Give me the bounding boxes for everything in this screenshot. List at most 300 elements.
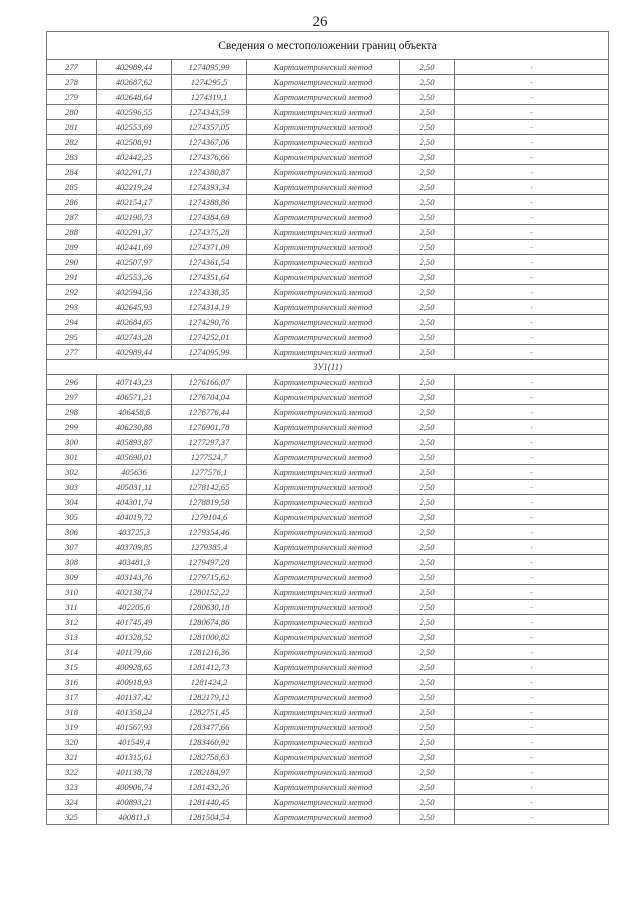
cell-coord-x: 404301,74 [97,495,172,510]
cell-point-number: 307 [47,540,97,555]
cell-coord-x: 402648,64 [97,90,172,105]
table-row [47,60,609,75]
cell-coord-y: 1277576,1 [172,465,247,480]
cell-accuracy: 2,50 [400,720,455,735]
cell-coord-x: 402645,93 [97,300,172,315]
cell-description: - [455,750,609,765]
cell-point-number: 280 [47,105,97,120]
cell-method: Картометрический метод [247,105,400,120]
cell-point-number: 291 [47,270,97,285]
cell-accuracy: 2,50 [400,135,455,150]
table-row [47,285,609,300]
cell-point-number: 315 [47,660,97,675]
cell-description: - [455,420,609,435]
table-row [47,525,609,540]
cell-accuracy: 2,50 [400,735,455,750]
cell-accuracy: 2,50 [400,300,455,315]
cell-point-number: 318 [47,705,97,720]
cell-description: - [455,90,609,105]
cell-point-number: 324 [47,795,97,810]
table-row [47,75,609,90]
cell-accuracy: 2,50 [400,225,455,240]
cell-method: Картометрический метод [247,315,400,330]
cell-coord-y: 1279104,6 [172,510,247,525]
table-row [47,780,609,795]
cell-accuracy: 2,50 [400,570,455,585]
cell-accuracy: 2,50 [400,315,455,330]
cell-coord-x: 401179,66 [97,645,172,660]
table-row [47,330,609,345]
cell-method: Картометрический метод [247,480,400,495]
cell-description: - [455,60,609,75]
table-row [47,270,609,285]
cell-point-number: 312 [47,615,97,630]
table-row [47,570,609,585]
table-row [47,495,609,510]
cell-coord-x: 402594,56 [97,285,172,300]
cell-coord-x: 401138,78 [97,765,172,780]
boundary-coordinates-table [46,31,609,825]
cell-description: - [455,600,609,615]
cell-coord-y: 1281432,26 [172,780,247,795]
cell-accuracy: 2,50 [400,480,455,495]
cell-method: Картометрический метод [247,270,400,285]
cell-description: - [455,615,609,630]
cell-point-number: 300 [47,435,97,450]
cell-coord-x: 400906,74 [97,780,172,795]
cell-coord-x: 402596,55 [97,105,172,120]
cell-coord-x: 402687,62 [97,75,172,90]
cell-description: - [455,435,609,450]
table-row [47,690,609,705]
cell-method: Картометрический метод [247,690,400,705]
table-row [47,645,609,660]
cell-coord-y: 1281440,45 [172,795,247,810]
cell-description: - [455,105,609,120]
cell-method: Картометрический метод [247,630,400,645]
cell-coord-x: 401745,49 [97,615,172,630]
cell-coord-y: 1279385,4 [172,540,247,555]
cell-accuracy: 2,50 [400,345,455,360]
cell-point-number: 305 [47,510,97,525]
cell-coord-x: 400918,93 [97,675,172,690]
cell-accuracy: 2,50 [400,555,455,570]
cell-description: - [455,255,609,270]
cell-coord-y: 1274393,34 [172,180,247,195]
table-row [47,480,609,495]
cell-coord-x: 406458,6 [97,405,172,420]
table-row [47,210,609,225]
cell-description: - [455,405,609,420]
cell-method: Картометрический метод [247,555,400,570]
cell-coord-x: 403709,85 [97,540,172,555]
cell-coord-x: 404019,72 [97,510,172,525]
cell-coord-y: 1280674,86 [172,615,247,630]
cell-accuracy: 2,50 [400,660,455,675]
cell-description: - [455,720,609,735]
cell-coord-y: 1281424,2 [172,675,247,690]
cell-coord-x: 402441,69 [97,240,172,255]
cell-accuracy: 2,50 [400,495,455,510]
cell-point-number: 316 [47,675,97,690]
cell-coord-x: 403481,3 [97,555,172,570]
cell-accuracy: 2,50 [400,390,455,405]
cell-coord-y: 1282758,63 [172,750,247,765]
cell-point-number: 292 [47,285,97,300]
table-row [47,540,609,555]
cell-point-number: 310 [47,585,97,600]
table-row [47,300,609,315]
cell-method: Картометрический метод [247,765,400,780]
cell-point-number: 282 [47,135,97,150]
boundary-table-wrapper [46,31,608,825]
cell-point-number: 289 [47,240,97,255]
cell-coord-x: 402508,91 [97,135,172,150]
table-row [47,405,609,420]
cell-coord-x: 405893,87 [97,435,172,450]
cell-coord-x: 401567,93 [97,720,172,735]
table-row [47,465,609,480]
cell-coord-y: 1279715,62 [172,570,247,585]
cell-point-number: 308 [47,555,97,570]
table-title-row [47,32,609,60]
cell-accuracy: 2,50 [400,420,455,435]
cell-method: Картометрический метод [247,780,400,795]
table-row [47,750,609,765]
cell-point-number: 283 [47,150,97,165]
cell-coord-y: 1281000,82 [172,630,247,645]
cell-method: Картометрический метод [247,525,400,540]
table-row [47,720,609,735]
cell-method: Картометрический метод [247,255,400,270]
cell-method: Картометрический метод [247,720,400,735]
cell-description: - [455,465,609,480]
cell-coord-x: 406230,88 [97,420,172,435]
cell-coord-x: 402989,44 [97,345,172,360]
cell-description: - [455,570,609,585]
table-row [47,600,609,615]
cell-method: Картометрический метод [247,645,400,660]
cell-accuracy: 2,50 [400,630,455,645]
table-row [47,435,609,450]
table-title: Сведения о местоположении границ объекта [47,32,609,60]
cell-description: - [455,480,609,495]
cell-coord-x: 407143,23 [97,375,172,390]
cell-method: Картометрический метод [247,675,400,690]
cell-accuracy: 2,50 [400,585,455,600]
cell-description: - [455,120,609,135]
cell-method: Картометрический метод [247,435,400,450]
cell-description: - [455,390,609,405]
cell-accuracy: 2,50 [400,615,455,630]
cell-coord-x: 405031,11 [97,480,172,495]
cell-coord-y: 1274351,64 [172,270,247,285]
table-row [47,195,609,210]
cell-coord-x: 400928,65 [97,660,172,675]
cell-point-number: 279 [47,90,97,105]
cell-method: Картометрический метод [247,90,400,105]
cell-method: Картометрический метод [247,120,400,135]
cell-coord-x: 401358,24 [97,705,172,720]
cell-point-number: 313 [47,630,97,645]
cell-coord-y: 1283477,66 [172,720,247,735]
cell-method: Картометрический метод [247,75,400,90]
cell-point-number: 306 [47,525,97,540]
cell-point-number: 284 [47,165,97,180]
table-row [47,660,609,675]
table-row [47,105,609,120]
cell-description: - [455,285,609,300]
table-row [47,450,609,465]
cell-description: - [455,510,609,525]
cell-coord-x: 402989,44 [97,60,172,75]
cell-method: Картометрический метод [247,585,400,600]
table-row [47,150,609,165]
cell-coord-x: 403725,3 [97,525,172,540]
cell-description: - [455,225,609,240]
cell-point-number: 321 [47,750,97,765]
table-row [47,630,609,645]
cell-description: - [455,210,609,225]
cell-description: - [455,75,609,90]
cell-method: Картометрический метод [247,420,400,435]
table-row [47,180,609,195]
cell-description: - [455,540,609,555]
cell-coord-y: 1281412,73 [172,660,247,675]
cell-accuracy: 2,50 [400,525,455,540]
table-row [47,375,609,390]
table-row [47,90,609,105]
cell-coord-y: 1278142,65 [172,480,247,495]
cell-description: - [455,630,609,645]
cell-coord-y: 1274375,28 [172,225,247,240]
cell-description: - [455,675,609,690]
table-row [47,585,609,600]
cell-coord-y: 1281504,54 [172,810,247,825]
cell-description: - [455,150,609,165]
cell-description: - [455,525,609,540]
table-row [47,390,609,405]
cell-accuracy: 2,50 [400,180,455,195]
cell-description: - [455,165,609,180]
cell-accuracy: 2,50 [400,150,455,165]
cell-description: - [455,585,609,600]
cell-coord-y: 1276901,78 [172,420,247,435]
cell-point-number: 277 [47,60,97,75]
cell-accuracy: 2,50 [400,510,455,525]
cell-accuracy: 2,50 [400,675,455,690]
cell-coord-x: 401549,4 [97,735,172,750]
group-label: ЗУ1(11) [47,360,609,375]
cell-point-number: 314 [47,645,97,660]
cell-point-number: 287 [47,210,97,225]
cell-coord-x: 402291,71 [97,165,172,180]
cell-coord-x: 400893,21 [97,795,172,810]
cell-method: Картометрический метод [247,135,400,150]
cell-description: - [455,180,609,195]
cell-method: Картометрический метод [247,570,400,585]
cell-accuracy: 2,50 [400,600,455,615]
cell-method: Картометрический метод [247,540,400,555]
table-row [47,120,609,135]
cell-description: - [455,345,609,360]
cell-point-number: 303 [47,480,97,495]
cell-coord-y: 1282179,12 [172,690,247,705]
cell-accuracy: 2,50 [400,690,455,705]
cell-coord-x: 402684,65 [97,315,172,330]
cell-point-number: 294 [47,315,97,330]
cell-description: - [455,450,609,465]
cell-method: Картометрический метод [247,240,400,255]
cell-method: Картометрический метод [247,405,400,420]
cell-point-number: 290 [47,255,97,270]
cell-accuracy: 2,50 [400,270,455,285]
cell-method: Картометрический метод [247,510,400,525]
cell-coord-x: 402553,69 [97,120,172,135]
cell-point-number: 311 [47,600,97,615]
cell-point-number: 319 [47,720,97,735]
cell-method: Картометрический метод [247,600,400,615]
cell-point-number: 304 [47,495,97,510]
cell-accuracy: 2,50 [400,375,455,390]
cell-method: Картометрический метод [247,225,400,240]
table-row [47,255,609,270]
page-number: 26 [312,14,328,30]
cell-coord-y: 1276704,04 [172,390,247,405]
cell-coord-y: 1276776,44 [172,405,247,420]
cell-method: Картометрический метод [247,345,400,360]
cell-accuracy: 2,50 [400,435,455,450]
cell-coord-x: 401328,52 [97,630,172,645]
cell-description: - [455,645,609,660]
cell-coord-x: 402442,25 [97,150,172,165]
cell-coord-y: 1274095,99 [172,60,247,75]
cell-coord-y: 1280630,18 [172,600,247,615]
cell-accuracy: 2,50 [400,405,455,420]
cell-coord-y: 1278819,58 [172,495,247,510]
cell-accuracy: 2,50 [400,750,455,765]
cell-description: - [455,795,609,810]
cell-method: Картометрический метод [247,795,400,810]
cell-accuracy: 2,50 [400,210,455,225]
table-row [47,510,609,525]
cell-accuracy: 2,50 [400,120,455,135]
cell-method: Картометрический метод [247,750,400,765]
cell-coord-x: 400811,3 [97,810,172,825]
cell-coord-y: 1274357,05 [172,120,247,135]
table-row [47,345,609,360]
cell-point-number: 281 [47,120,97,135]
cell-accuracy: 2,50 [400,450,455,465]
cell-coord-x: 401315,61 [97,750,172,765]
cell-accuracy: 2,50 [400,540,455,555]
table-row [47,675,609,690]
cell-point-number: 325 [47,810,97,825]
cell-description: - [455,195,609,210]
cell-coord-x: 405690,01 [97,450,172,465]
cell-description: - [455,660,609,675]
cell-coord-y: 1274319,1 [172,90,247,105]
cell-coord-y: 1279354,46 [172,525,247,540]
cell-method: Картометрический метод [247,735,400,750]
cell-method: Картометрический метод [247,165,400,180]
cell-method: Картометрический метод [247,660,400,675]
cell-accuracy: 2,50 [400,765,455,780]
table-row [47,135,609,150]
cell-coord-x: 403143,76 [97,570,172,585]
cell-description: - [455,735,609,750]
cell-description: - [455,270,609,285]
cell-description: - [455,375,609,390]
cell-point-number: 293 [47,300,97,315]
table-row [47,765,609,780]
cell-point-number: 309 [47,570,97,585]
cell-accuracy: 2,50 [400,810,455,825]
cell-point-number: 286 [47,195,97,210]
cell-point-number: 302 [47,465,97,480]
cell-coord-y: 1274338,35 [172,285,247,300]
cell-description: - [455,240,609,255]
cell-coord-x: 402190,73 [97,210,172,225]
cell-method: Картометрический метод [247,300,400,315]
cell-coord-x: 405636 [97,465,172,480]
cell-method: Картометрический метод [247,330,400,345]
cell-point-number: 298 [47,405,97,420]
table-row [47,165,609,180]
cell-description: - [455,135,609,150]
cell-method: Картометрический метод [247,285,400,300]
cell-coord-y: 1274290,76 [172,315,247,330]
cell-coord-y: 1274388,86 [172,195,247,210]
cell-method: Картометрический метод [247,705,400,720]
cell-accuracy: 2,50 [400,285,455,300]
cell-accuracy: 2,50 [400,255,455,270]
cell-coord-y: 1279497,28 [172,555,247,570]
cell-point-number: 285 [47,180,97,195]
cell-coord-x: 401137,42 [97,690,172,705]
cell-coord-y: 1274367,06 [172,135,247,150]
cell-accuracy: 2,50 [400,105,455,120]
cell-coord-y: 1274295,5 [172,75,247,90]
cell-coord-y: 1282751,45 [172,705,247,720]
cell-description: - [455,705,609,720]
cell-accuracy: 2,50 [400,90,455,105]
cell-description: - [455,315,609,330]
cell-coord-x: 402154,17 [97,195,172,210]
cell-description: - [455,495,609,510]
cell-coord-y: 1277297,37 [172,435,247,450]
cell-point-number: 288 [47,225,97,240]
cell-method: Картометрический метод [247,150,400,165]
cell-accuracy: 2,50 [400,645,455,660]
cell-coord-y: 1276166,07 [172,375,247,390]
cell-method: Картометрический метод [247,375,400,390]
cell-coord-x: 402205,6 [97,600,172,615]
cell-coord-y: 1277524,7 [172,450,247,465]
cell-coord-x: 402507,97 [97,255,172,270]
table-row [47,795,609,810]
cell-coord-y: 1274252,01 [172,330,247,345]
cell-accuracy: 2,50 [400,330,455,345]
cell-description: - [455,765,609,780]
cell-coord-y: 1281216,36 [172,645,247,660]
cell-point-number: 320 [47,735,97,750]
cell-method: Картометрический метод [247,210,400,225]
cell-description: - [455,330,609,345]
cell-method: Картометрический метод [247,810,400,825]
cell-description: - [455,300,609,315]
table-row [47,810,609,825]
